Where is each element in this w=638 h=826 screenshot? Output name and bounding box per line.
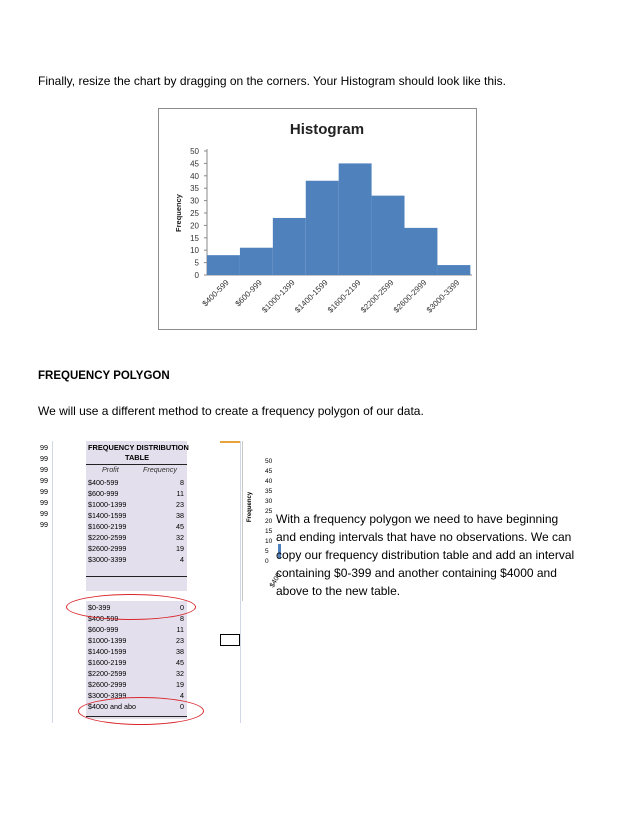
table2-frequency-cell: 23 bbox=[176, 636, 184, 645]
y-tick-label: 20 bbox=[190, 221, 199, 231]
histogram-bar bbox=[372, 196, 405, 275]
y-tick-label: 30 bbox=[190, 196, 199, 206]
left-cell: 99 bbox=[40, 498, 48, 507]
mini-chart-tick: 40 bbox=[265, 478, 273, 485]
grid-line bbox=[240, 441, 241, 723]
table1-frequency-cell: 45 bbox=[176, 522, 184, 531]
table2-frequency-cell: 4 bbox=[180, 691, 184, 700]
chart-title: Histogram bbox=[289, 121, 365, 138]
table1-frequency-cell: 23 bbox=[176, 500, 184, 509]
histogram-svg bbox=[159, 109, 476, 329]
y-tick-label: 15 bbox=[190, 233, 199, 243]
table2-frequency-cell: 11 bbox=[176, 625, 184, 634]
left-cell: 99 bbox=[40, 454, 48, 463]
histogram-chart[interactable] bbox=[158, 108, 477, 330]
table2-profit-cell: $2600-2999 bbox=[88, 680, 127, 689]
table2-profit-cell: $3000-3399 bbox=[88, 691, 127, 700]
left-cell: 99 bbox=[40, 443, 48, 452]
selection-edge bbox=[220, 441, 240, 443]
table1-bottom-line bbox=[86, 576, 187, 577]
table1-profit-cell: $1400-1599 bbox=[88, 511, 127, 520]
table1-profit-cell: $3000-3399 bbox=[88, 555, 127, 564]
mini-chart-tick: 35 bbox=[265, 488, 273, 495]
table2-frequency-cell: 19 bbox=[176, 680, 184, 689]
table1-profit-cell: $1600-2199 bbox=[88, 522, 127, 531]
spreadsheet-snippet bbox=[40, 441, 283, 723]
x-tick-label: $1600-2199 bbox=[325, 278, 363, 315]
x-tick-label: $1400-1599 bbox=[293, 278, 330, 315]
left-cell: 99 bbox=[40, 487, 48, 496]
mini-chart-tick: 20 bbox=[265, 518, 273, 525]
histogram-bar bbox=[437, 265, 470, 275]
x-tick-label: $3000-3399 bbox=[424, 278, 462, 315]
left-cell: 99 bbox=[40, 509, 48, 518]
table-title-line2: TABLE bbox=[125, 453, 150, 462]
x-tick-label: $2600-2999 bbox=[391, 278, 429, 315]
histogram-bar bbox=[240, 248, 273, 275]
left-cell: 99 bbox=[40, 520, 48, 529]
table2-frequency-cell: 38 bbox=[176, 647, 184, 656]
col-header-frequency: Frequency bbox=[143, 465, 177, 474]
histogram-bar bbox=[339, 163, 372, 275]
method-text: We will use a different method to create a frequency polygon of our data. bbox=[38, 404, 424, 418]
table2-profit-cell: $1600-2199 bbox=[88, 658, 127, 667]
y-tick-label: 50 bbox=[190, 147, 199, 156]
table1-frequency-cell: 19 bbox=[176, 544, 184, 553]
y-tick-label: 40 bbox=[190, 171, 199, 181]
x-tick-label: $600-999 bbox=[233, 278, 264, 309]
table2-profit-cell: $0-399 bbox=[88, 603, 111, 612]
y-tick-label: 25 bbox=[190, 209, 199, 218]
table1-profit-cell: $2600-2999 bbox=[88, 544, 127, 553]
y-tick-label: 35 bbox=[190, 184, 199, 194]
table2-profit-cell: $2200-2599 bbox=[88, 669, 127, 678]
histogram-bar bbox=[207, 255, 240, 275]
y-tick-label: 5 bbox=[194, 258, 199, 268]
table2-profit-cell: $400-599 bbox=[88, 614, 119, 623]
mini-chart-tick: 30 bbox=[265, 498, 273, 505]
table1-frequency-cell: 38 bbox=[176, 511, 184, 520]
col-header-profit: Profit bbox=[102, 465, 119, 474]
selected-cell[interactable] bbox=[220, 634, 240, 646]
y-tick-label: 45 bbox=[190, 159, 199, 169]
mini-chart-tick: 10 bbox=[265, 538, 273, 545]
histogram-bar bbox=[405, 228, 438, 275]
section-heading: FREQUENCY POLYGON bbox=[38, 370, 170, 382]
table2-frequency-cell: 32 bbox=[176, 669, 184, 678]
left-cell: 99 bbox=[40, 465, 48, 474]
table1-profit-cell: $2200-2599 bbox=[88, 533, 127, 542]
table2-profit-cell: $1000-1399 bbox=[88, 636, 127, 645]
side-explanation-text: With a frequency polygon we need to have beginning and ending intervals that have no observations. We can copy our frequency distribution table and add an interval containing $0-399 and another containing $4000 and above to the new table. bbox=[276, 512, 575, 598]
table1-profit-cell: $600-999 bbox=[88, 489, 119, 498]
table2-profit-cell: $1400-1599 bbox=[88, 647, 127, 656]
mini-chart-xlabel: $400 bbox=[268, 572, 283, 589]
highlight-ellipse-bottom bbox=[78, 697, 204, 725]
mini-chart-tick: 15 bbox=[265, 528, 273, 535]
x-tick-label: $1000-1399 bbox=[260, 278, 297, 315]
mini-chart-tick: 45 bbox=[265, 468, 273, 475]
mini-chart-ylabel: Frequency bbox=[247, 491, 254, 523]
table2-frequency-cell: 8 bbox=[180, 614, 184, 623]
table1-frequency-cell: 32 bbox=[176, 533, 184, 542]
mini-chart-tick: 50 bbox=[265, 458, 273, 465]
table-title-line1: FREQUENCY DISTRIBUTION bbox=[88, 443, 189, 452]
mini-chart-tick: 25 bbox=[265, 508, 273, 515]
histogram-bar bbox=[306, 181, 339, 275]
table2-profit-cell: $600-999 bbox=[88, 625, 119, 634]
left-cell: 99 bbox=[40, 476, 48, 485]
table1-profit-cell: $1000-1399 bbox=[88, 500, 127, 509]
table2-profit-cell: $4000 and abo bbox=[88, 702, 136, 711]
chart-ylabel: Frequency bbox=[174, 194, 183, 232]
y-tick-label: 10 bbox=[190, 246, 199, 256]
mini-chart-tick: 5 bbox=[265, 548, 269, 555]
grid-line bbox=[52, 441, 53, 723]
table1-frequency-cell: 11 bbox=[176, 489, 184, 498]
x-tick-label: $2200-2599 bbox=[358, 278, 396, 315]
table1-frequency-cell: 4 bbox=[180, 555, 184, 564]
table2-frequency-cell: 0 bbox=[180, 603, 184, 612]
y-tick-label: 0 bbox=[194, 271, 199, 280]
intro-text: Finally, resize the chart by dragging on the corners. Your Histogram should look like this. bbox=[38, 74, 507, 88]
histogram-bar bbox=[273, 218, 306, 275]
table2-frequency-cell: 45 bbox=[176, 658, 184, 667]
table2-frequency-cell: 0 bbox=[180, 702, 184, 711]
table1-profit-cell: $400-599 bbox=[88, 478, 119, 487]
table1-frequency-cell: 8 bbox=[180, 478, 184, 487]
mini-chart-tick: 0 bbox=[265, 558, 269, 565]
highlight-ellipse-top bbox=[66, 594, 196, 620]
x-tick-label: $400-599 bbox=[200, 278, 231, 309]
